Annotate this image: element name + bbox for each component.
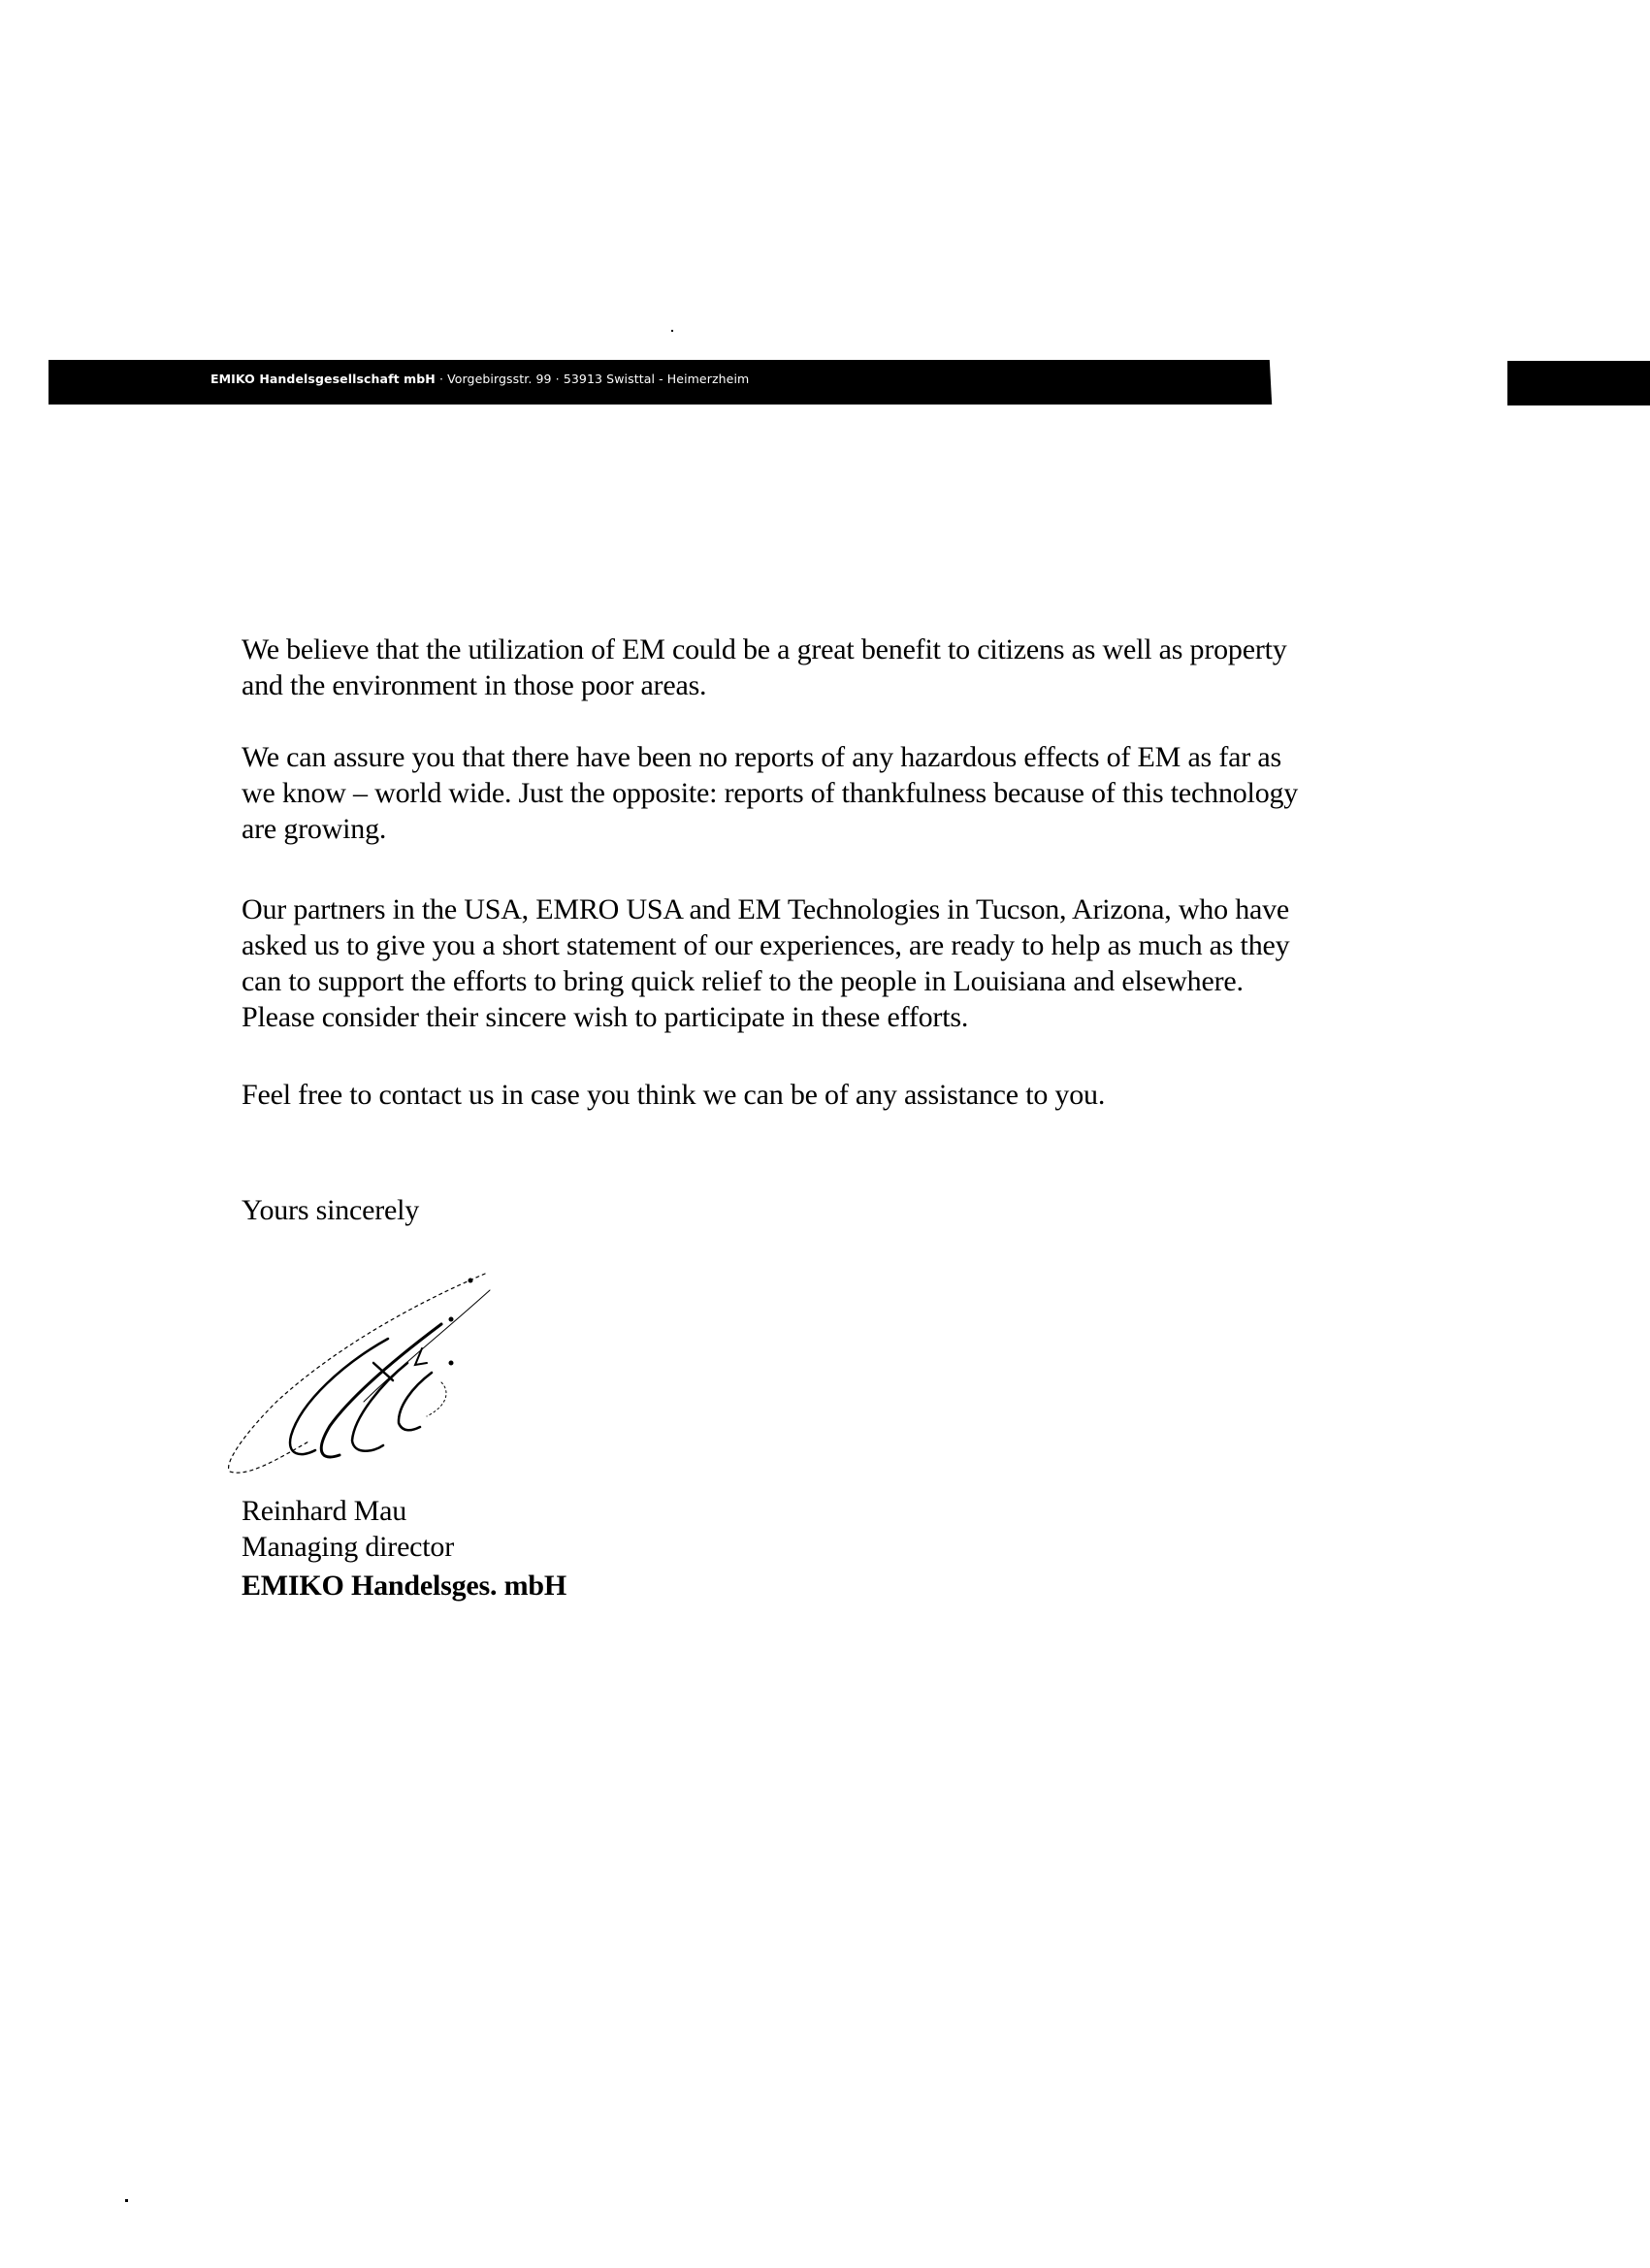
signatory-title: Managing director — [242, 1531, 455, 1563]
letterhead-bar — [49, 360, 1267, 405]
letterhead-text — [210, 372, 749, 386]
signatory-company: EMIKO Handelsges. mbH — [242, 1570, 566, 1602]
body-line: can to support the efforts to bring quick relief to the people in Louisiana and elsewhere. — [242, 965, 1244, 997]
scan-speck — [125, 2199, 128, 2202]
signatory-name: Reinhard Mau — [242, 1495, 407, 1527]
body-line: Feel free to contact us in case you think we can be of any assistance to you. — [242, 1079, 1106, 1111]
body-line: We believe that the utilization of EM could be a great benefit to citizens as well as property — [242, 633, 1287, 665]
body-line: are growing. — [242, 813, 387, 845]
signature-icon — [218, 1256, 500, 1479]
letterhead-address: · Vorgebirgsstr. 99 · 53913 Swisttal - Heimerzheim — [438, 372, 750, 386]
letterhead-right-block — [1507, 361, 1650, 405]
scan-speck — [671, 330, 673, 332]
body-line: asked us to give you a short statement of our experiences, are ready to help as much as they — [242, 929, 1290, 961]
letterhead-company: EMIKO Handelsgesellschaft mbH — [210, 372, 436, 386]
closing-salutation: Yours sincerely — [242, 1194, 420, 1226]
body-line: We can assure you that there have been no reports of any hazardous effects of EM as far as — [242, 741, 1281, 773]
body-line: Our partners in the USA, EMRO USA and EM Technologies in Tucson, Arizona, who have — [242, 893, 1290, 925]
body-line: and the environment in those poor areas. — [242, 669, 707, 701]
body-line: we know – world wide. Just the opposite: reports of thankfulness because of this technology — [242, 777, 1299, 809]
body-line: Please consider their sincere wish to participate in these efforts. — [242, 1001, 969, 1033]
